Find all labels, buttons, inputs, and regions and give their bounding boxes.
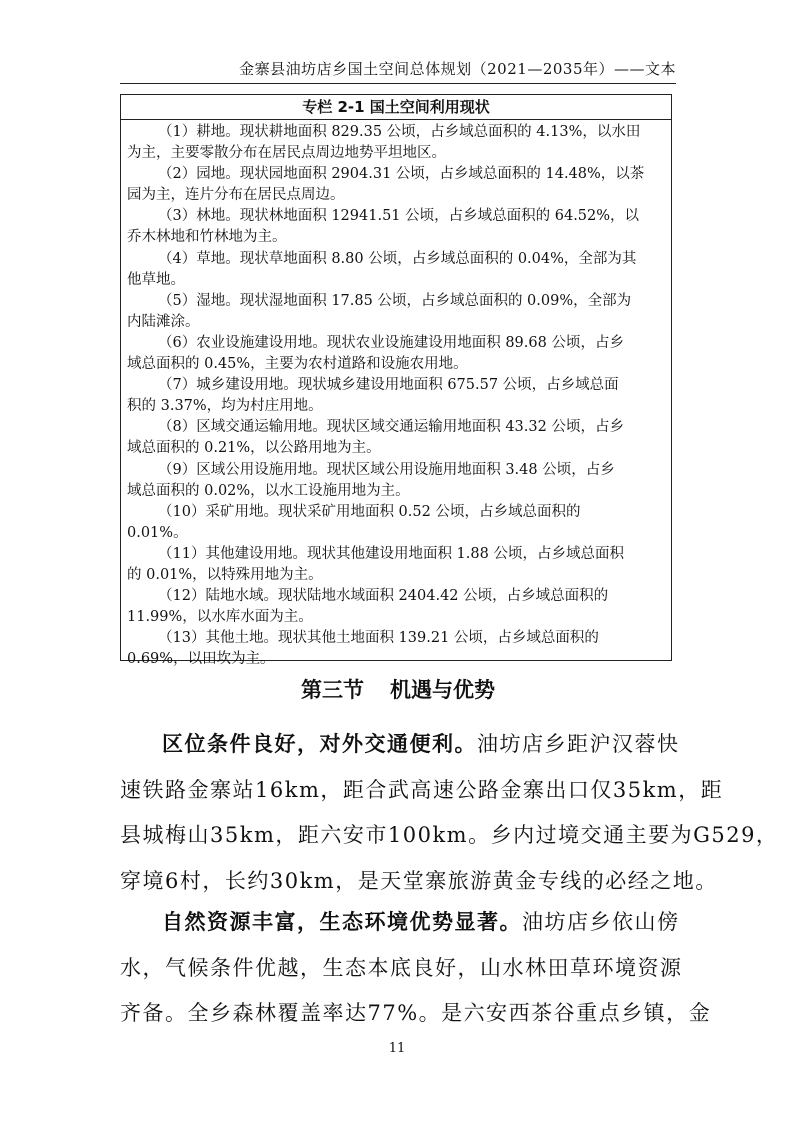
paragraph-location xyxy=(120,722,779,904)
box-line: （1）耕地。现状耕地面积 829.35 公顷，占乡域总面积的 4.13%，以水田 xyxy=(158,124,641,140)
header-rule xyxy=(120,83,676,84)
paragraph-nature xyxy=(120,900,712,1037)
box-line: （8）区域交通运输用地。现状区域交通运输用地面积 43.32 公顷，占乡 xyxy=(158,419,624,436)
box-line: （13）其他土地。现状其他土地面积 139.21 公顷，占乡域总面积的 xyxy=(158,630,599,647)
paragraph-line: 齐备。全乡森林覆盖率达77%。是六安西茶谷重点乡镇，金 xyxy=(120,1001,712,1026)
running-header: 金寨县油坊店乡国土空间总体规划（2021—2035年）——文本 xyxy=(239,60,676,78)
box-line: （12）陆地水域。现状陆地水域面积 2404.42 公顷，占乡域总面积的 xyxy=(158,588,609,605)
box-line: （2）园地。现状园地面积 2904.31 公顷，占乡域总面积的 14.48%，以茶 xyxy=(158,166,645,183)
column-box xyxy=(120,94,672,668)
paragraph-lead: 区位条件良好，对外交通便利。 xyxy=(162,732,477,756)
paragraph-line: 水，气候条件优越，生态本底良好，山水林田草环境资源 xyxy=(120,955,683,980)
paragraph-line: 穿境6村，长约30km，是天堂寨旅游黄金专线的必经之地。 xyxy=(120,868,718,893)
paragraph-line: 速铁路金寨站16km，距合武高速公路金寨出口仅35km，距 xyxy=(120,777,724,802)
box-body xyxy=(121,120,671,670)
box-line: 11.99%，以水库水面为主。 xyxy=(127,609,313,626)
box-line: 为主，主要零散分布在居民点周边地势平坦地区。 xyxy=(127,145,446,162)
box-title: 专栏 2-1 国土空间利用现状 xyxy=(121,95,671,120)
section-title xyxy=(120,674,676,704)
box-line: （11）其他建设用地。现状其他建设用地面积 1.88 公顷，占乡域总面积 xyxy=(158,545,624,562)
box-line: （9）区域公用设施用地。现状区域公用设施用地面积 3.48 公顷，占乡 xyxy=(158,461,615,478)
box-line: 的 0.01%，以特殊用地为主。 xyxy=(127,566,323,583)
box-line: 域总面积的 0.45%，主要为农村道路和设施农用地。 xyxy=(127,356,468,373)
paragraph-text: 油坊店乡距沪汉蓉快 xyxy=(477,732,680,756)
box-line: 0.01%。 xyxy=(127,524,188,541)
box-line: （4）草地。现状草地面积 8.80 公顷，占乡域总面积的 0.04%，全部为其 xyxy=(158,250,637,267)
box-line: （10）采矿用地。现状采矿用地面积 0.52 公顷，占乡域总面积的 xyxy=(158,503,581,520)
box-line: 域总面积的 0.21%，以公路用地为主。 xyxy=(127,440,381,457)
box-line: （3）林地。现状林地面积 12941.51 公顷，占乡域总面积的 64.52%，以 xyxy=(158,208,640,225)
box-line: 0.69%，以田坎为主。 xyxy=(127,651,275,668)
section-number: 第三节 xyxy=(301,678,364,702)
box-line: 域总面积的 0.02%，以水工设施用地为主。 xyxy=(127,482,410,499)
section-heading: 机遇与优势 xyxy=(390,678,495,702)
box-line: 内陆滩涂。 xyxy=(127,313,200,330)
paragraph-text: 油坊店乡依山傍 xyxy=(522,910,680,934)
box-line: （6）农业设施建设用地。现状农业设施建设用地面积 89.68 公顷，占乡 xyxy=(158,334,624,351)
box-line: （5）湿地。现状湿地面积 17.85 公顷，占乡域总面积的 0.09%，全部为 xyxy=(158,292,632,309)
box-line: （7）城乡建设用地。现状城乡建设用地面积 675.57 公顷，占乡域总面 xyxy=(158,377,619,394)
page-number: 11 xyxy=(388,1041,406,1056)
box-line: 积的 3.37%，均为村庄用地。 xyxy=(127,398,323,415)
box-line: 园为主，连片分布在居民点周边。 xyxy=(127,187,345,204)
paragraph-lead: 自然资源丰富，生态环境优势显著。 xyxy=(162,910,522,934)
paragraph-line: 县城梅山35km，距六安市100km。乡内过境交通主要为G529， xyxy=(120,823,779,848)
box-line: 他草地。 xyxy=(127,271,185,288)
box-line: 乔木林地和竹林地为主。 xyxy=(127,229,287,246)
